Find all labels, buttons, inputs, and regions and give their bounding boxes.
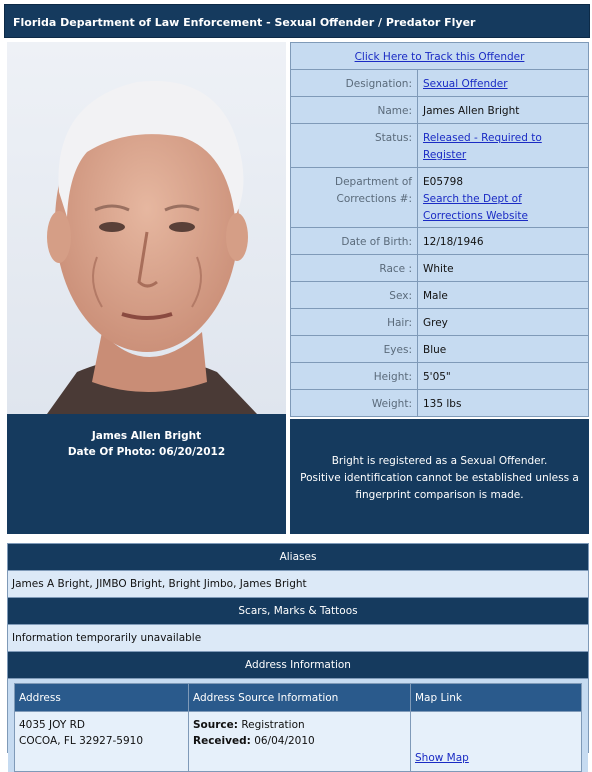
table-row [15, 712, 582, 772]
name-label: Name: [291, 97, 418, 124]
page-title: Florida Department of Law Enforcement - Sexual Offender / Predator Flyer [4, 4, 590, 38]
source-cell [189, 712, 411, 772]
name-value: James Allen Bright [418, 97, 589, 124]
weight-value: 135 lbs [418, 390, 589, 417]
doc-number-label: Department of Corrections #: [291, 168, 418, 228]
source-label: Source: [193, 719, 238, 731]
address-wrapper [8, 679, 588, 772]
designation-link[interactable]: Sexual Offender [423, 78, 508, 90]
notice-line-1: Bright is registered as a Sexual Offender. [331, 455, 548, 467]
search-doc-link[interactable]: Search the Dept of Corrections Website [423, 193, 528, 222]
show-map-link[interactable]: Show Map [415, 752, 469, 764]
sex-label: Sex: [291, 282, 418, 309]
hair-label: Hair: [291, 309, 418, 336]
aliases-text: James A Bright, JIMBO Bright, Bright Jimbo, James Bright [8, 571, 588, 598]
doc-number-value: E05798 [423, 176, 464, 188]
caption-name: James Allen Bright [91, 430, 202, 442]
status-label: Status: [291, 124, 418, 168]
address-table [14, 683, 582, 772]
weight-label: Weight: [291, 390, 418, 417]
track-row [291, 43, 589, 70]
dob-label: Date of Birth: [291, 228, 418, 255]
aliases-heading: Aliases [8, 544, 588, 571]
designation-label: Designation: [291, 70, 418, 97]
eyes-label: Eyes: [291, 336, 418, 363]
race-value: White [418, 255, 589, 282]
notice-line-3: fingerprint comparison is made. [355, 489, 524, 501]
source-column-header: Address Source Information [189, 684, 411, 712]
map-cell [411, 712, 582, 772]
dob-value: 12/18/1946 [418, 228, 589, 255]
address-line-2: COCOA, FL 32927-5910 [19, 735, 144, 747]
address-column-header: Address [15, 684, 189, 712]
caption-date: Date Of Photo: 06/20/2012 [67, 446, 226, 458]
details-panel [7, 543, 589, 764]
identification-notice [290, 419, 589, 534]
received-value: 06/04/2010 [254, 735, 315, 747]
notice-line-2: Positive identification cannot be established unless a [300, 472, 579, 484]
map-column-header: Map Link [411, 684, 582, 712]
race-label: Race : [291, 255, 418, 282]
offender-photo [7, 42, 286, 414]
hair-value: Grey [418, 309, 589, 336]
height-value: 5'05" [418, 363, 589, 390]
photo-column [7, 42, 286, 534]
track-offender-link[interactable]: Click Here to Track this Offender [354, 51, 525, 63]
address-line-1: 4035 JOY RD [19, 719, 85, 731]
status-link[interactable]: Released - Required to Register [423, 132, 542, 161]
scars-text: Information temporarily unavailable [8, 625, 588, 652]
scars-heading: Scars, Marks & Tattoos [8, 598, 588, 625]
eyes-value: Blue [418, 336, 589, 363]
photo-caption [7, 414, 286, 534]
height-label: Height: [291, 363, 418, 390]
received-label: Received: [193, 735, 251, 747]
sex-value: Male [418, 282, 589, 309]
offender-info-table [290, 42, 589, 417]
source-value: Registration [241, 719, 305, 731]
address-heading: Address Information [8, 652, 588, 679]
address-cell [15, 712, 189, 772]
